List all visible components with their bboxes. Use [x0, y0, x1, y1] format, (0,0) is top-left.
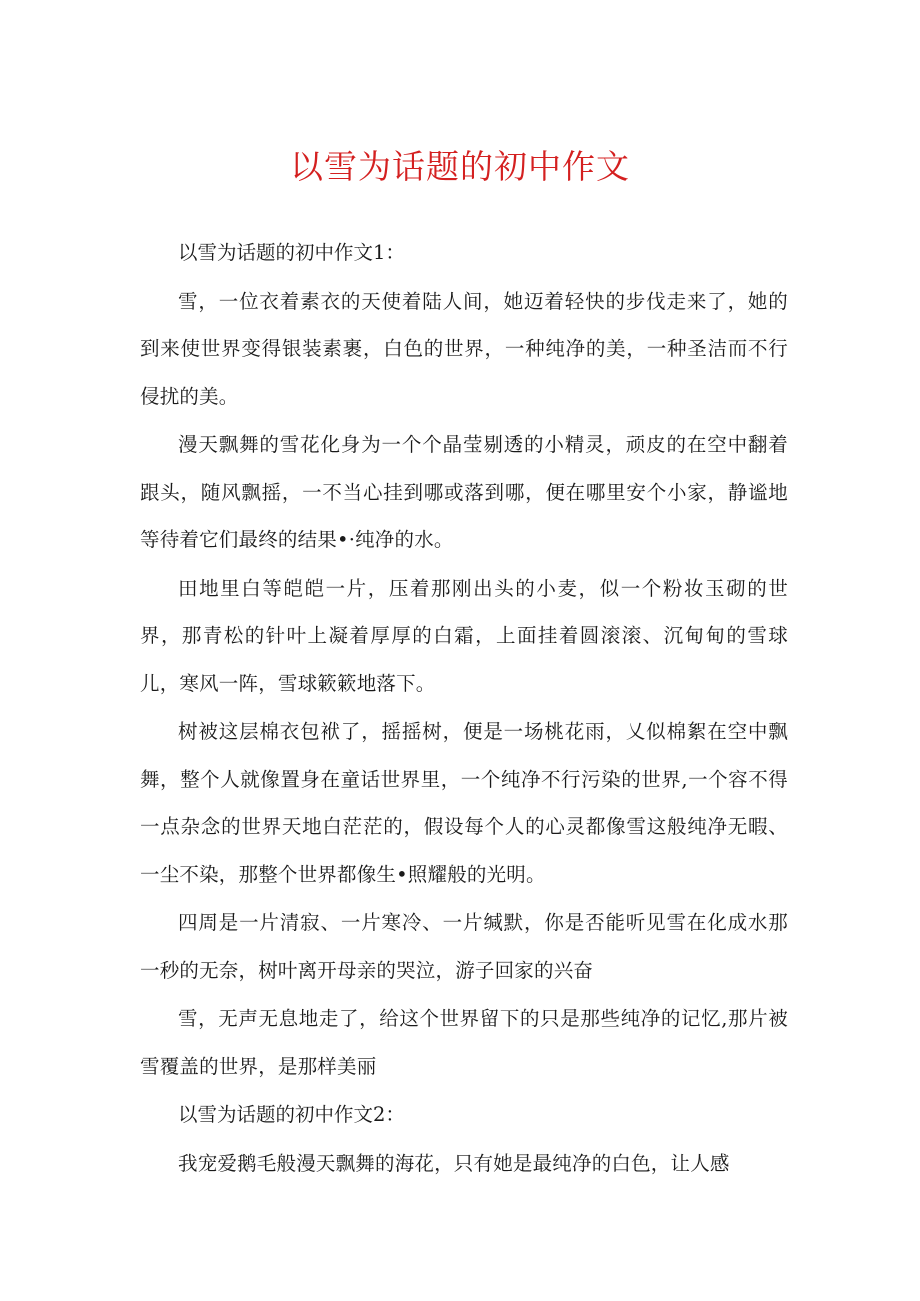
document-body [140, 229, 788, 1188]
paragraph: 树被这层棉衣包袱了，摇摇树，便是一场桃花雨，乂似棉絮在空中飘舞，整个人就像置身在童话世界里，一个纯净不行污染的世界,一个容不得一点杂念的世界天地白茫茫的，假设每个人的心灵都像雪这般纯净无暇、一尘不染，那整个世界都像生•照耀般的光明。 [140, 720, 788, 886]
paragraph: 我宠爱鹅毛般漫天飘舞的海花，只有她是最纯净的白色，让人感 [178, 1151, 730, 1175]
paragraph: 四周是一片清寂、一片寒冷、一片缄默，你是否能听见雪在化成水那一秒的无奈，树叶离开母亲的哭泣，游子回家的兴奋 [140, 911, 788, 982]
paragraph: 漫天飘舞的雪花化身为一个个晶莹剔透的小精灵，顽皮的在空中翻着跟头，随风飘摇，一不当心挂到哪或落到哪，便在哪里安个小家，静谧地等待着它们最终的结果•·纯净的水。 [140, 433, 788, 551]
section-heading-1: 以雪为话题的初中作文1： [178, 241, 405, 264]
section-heading-2: 以雪为话题的初中作文2： [178, 1103, 405, 1126]
document-title: 以雪为话题的初中作文 [290, 147, 630, 186]
paragraph: 田地里白等皑皑一片，压着那刚出头的小麦，似一个粉妆玉砌的世界，那青松的针叶上凝着厚厚的白霜，上面挂着圆滚滚、沉甸甸的雪球儿，寒风一阵，雪球簌簌地落下。 [140, 576, 788, 695]
paragraph: 雪，一位衣着素衣的天使着陆人间，她迈着轻快的步伐走来了，她的到来使世界变得银装素裹，白色的世界，一种纯净的美，一种圣洁而不行侵扰的美。 [140, 289, 788, 408]
paragraph: 雪，无声无息地走了，给这个世界留下的只是那些纯净的记忆,那片被雪覆盖的世界，是那样美丽 [140, 1007, 788, 1078]
